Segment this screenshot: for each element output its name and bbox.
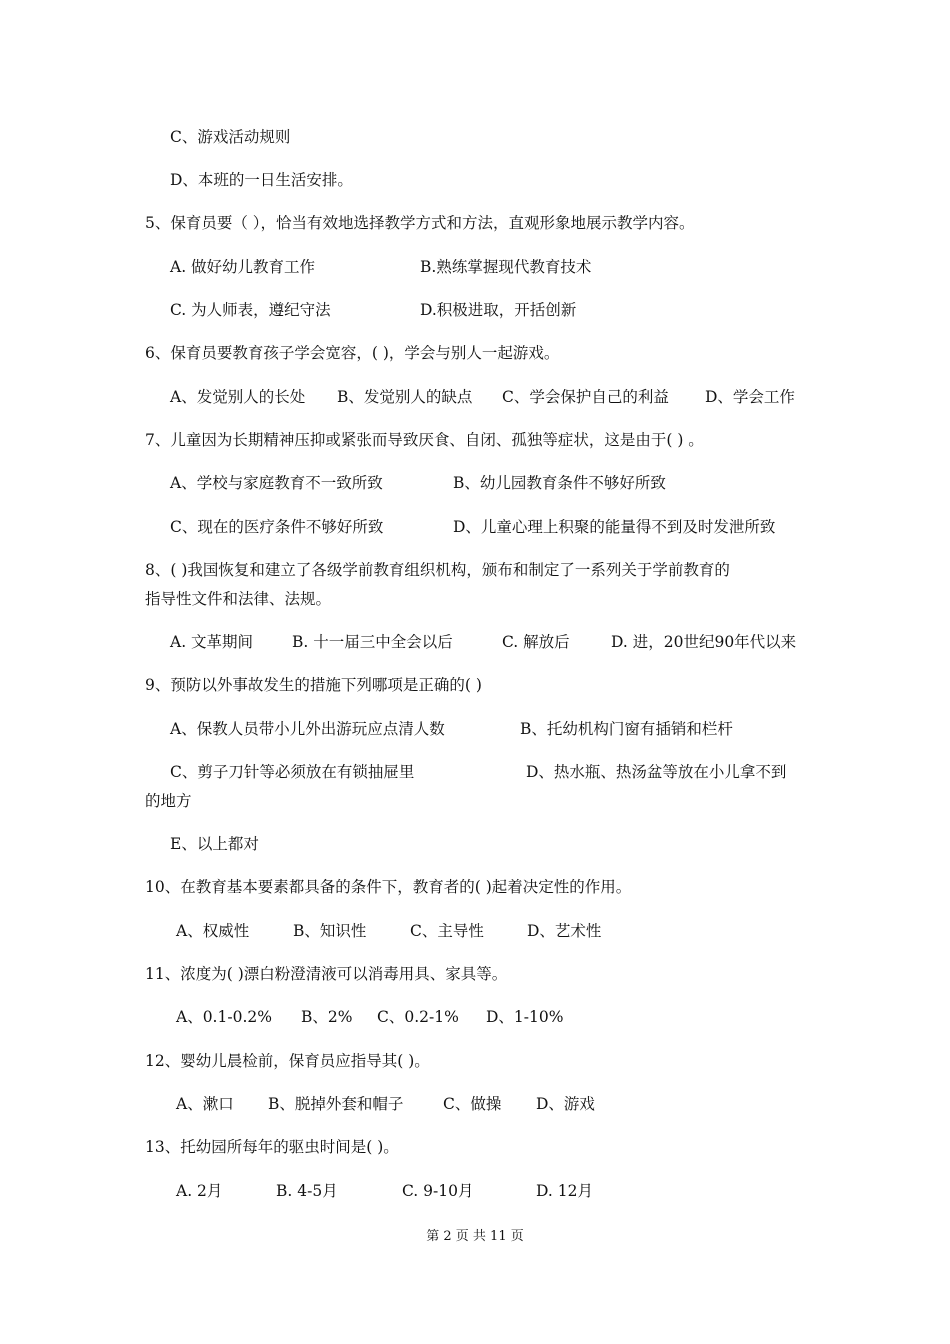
question-11: 11、浓度为( )漂白粉澄清液可以消毒用具、家具等。	[145, 965, 508, 983]
q9-option-e: E、以上都对	[170, 835, 259, 853]
q5-option-d: D.积极进取，开括创新	[420, 301, 577, 319]
q6-option-a: A、发觉别人的长处	[170, 388, 306, 406]
page-number-footer: 第 2 页 共 11 页	[426, 1229, 524, 1244]
q11-option-c: C、0.2-1%	[377, 1008, 459, 1026]
q12-option-b: B、脱掉外套和帽子	[268, 1095, 404, 1113]
q12-option-c: C、做操	[443, 1095, 502, 1113]
q6-option-d: D、学会工作	[705, 388, 795, 406]
q10-option-b: B、知识性	[293, 922, 367, 940]
q13-option-b: B. 4-5月	[276, 1182, 338, 1200]
q5-option-c: C. 为人师表，遵纪守法	[170, 301, 331, 319]
q7-option-a: A、学校与家庭教育不一致所致	[170, 474, 383, 492]
q11-option-a: A、0.1-0.2%	[176, 1008, 272, 1026]
q10-option-a: A、权威性	[176, 922, 250, 940]
option-d-q4: D、本班的一日生活安排。	[170, 171, 353, 189]
q9-option-a: A、保教人员带小儿外出游玩应点清人数	[170, 720, 445, 738]
q7-option-b: B、幼儿园教育条件不够好所致	[453, 474, 666, 492]
q8-option-d: D. 进，20世纪90年代以来	[611, 633, 797, 651]
question-8-continued: 指导性文件和法律、法规。	[145, 590, 332, 608]
q13-option-d: D. 12月	[536, 1182, 593, 1200]
q13-option-a: A. 2月	[176, 1182, 223, 1200]
q10-option-c: C、主导性	[410, 922, 484, 940]
q5-option-b: B.熟练掌握现代教育技术	[420, 258, 592, 276]
q8-option-b: B. 十一届三中全会以后	[292, 633, 453, 651]
q9-option-c: C、剪子刀针等必须放在有锁抽屉里	[170, 763, 415, 781]
q9-option-d: D、热水瓶、热汤盆等放在小儿拿不到	[526, 763, 787, 781]
question-9: 9、预防以外事故发生的措施下列哪项是正确的( )	[145, 676, 482, 694]
option-c-q4: C、游戏活动规则	[170, 128, 291, 146]
q12-option-a: A、漱口	[176, 1095, 234, 1113]
q7-option-c: C、现在的医疗条件不够好所致	[170, 518, 384, 536]
q13-option-c: C. 9-10月	[402, 1182, 474, 1200]
question-12: 12、婴幼儿晨检前，保育员应指导其( )。	[145, 1052, 430, 1070]
q5-option-a: A. 做好幼儿教育工作	[170, 258, 316, 276]
q11-option-b: B、2%	[301, 1008, 353, 1026]
question-10: 10、在教育基本要素都具备的条件下，教育者的( )起着决定性的作用。	[145, 878, 632, 896]
question-6: 6、保育员要教育孩子学会宽容，( )，学会与别人一起游戏。	[145, 344, 560, 362]
q12-option-d: D、游戏	[536, 1095, 595, 1113]
question-13: 13、托幼园所每年的驱虫时间是( )。	[145, 1138, 399, 1156]
question-7: 7、儿童因为长期精神压抑或紧张而导致厌食、自闭、孤独等症状，这是由于( ) 。	[145, 431, 704, 449]
q9-option-b: B、托幼机构门窗有插销和栏杆	[520, 720, 733, 738]
q11-option-d: D、1-10%	[486, 1008, 564, 1026]
question-8: 8、( )我国恢复和建立了各级学前教育组织机构，颁布和制定了一系列关于学前教育的	[145, 561, 730, 579]
q7-option-d: D、儿童心理上积聚的能量得不到及时发泄所致	[453, 518, 776, 536]
q10-option-d: D、艺术性	[527, 922, 602, 940]
question-5: 5、保育员要（ ），恰当有效地选择教学方式和方法，直观形象地展示教学内容。	[145, 214, 695, 232]
q6-option-b: B、发觉别人的缺点	[337, 388, 473, 406]
q9-option-d-continued: 的地方	[145, 792, 192, 810]
q6-option-c: C、学会保护自己的利益	[502, 388, 669, 406]
q8-option-a: A. 文革期间	[170, 633, 254, 651]
q8-option-c: C. 解放后	[502, 633, 570, 651]
